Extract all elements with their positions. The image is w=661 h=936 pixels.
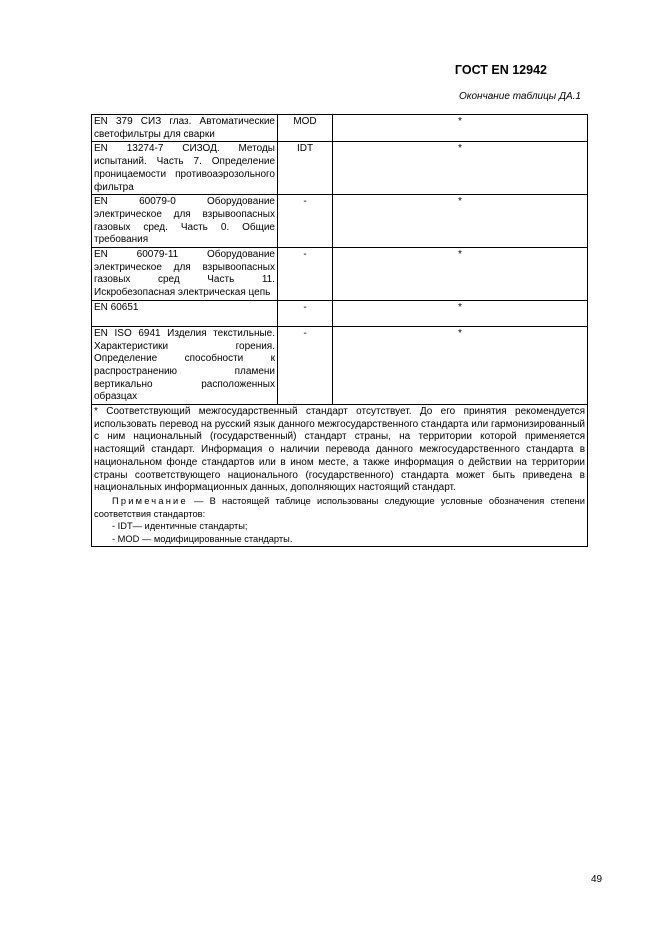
- note-list-item: - IDT— идентичные стандарты;: [112, 521, 248, 532]
- table-row: [92, 248, 588, 301]
- reference-standard-cell: EN 13274-7 СИЗОД. Методы испытаний. Часть 7. Определение проницаемости противоаэрозольного фильтра: [92, 142, 278, 195]
- table-footnote-row: [92, 405, 588, 547]
- table-continuation-title: Окончание таблицы ДА.1: [459, 91, 581, 102]
- reference-standard-cell: EN 379 СИЗ глаз. Автоматические светофильтры для сварки: [92, 115, 278, 142]
- note-list-item: - MOD — модифицированные стандарты.: [112, 534, 293, 545]
- national-standard-cell: *: [333, 195, 588, 248]
- footnote-text: * Соответствующий межгосударственный стандарт отсутствует. До его принятия рекомендуется использовать перевод на русский язык данного межгосударственного стандарта или гармонизированный с ним национальный (государственный) стандарт страны, на территории которой применяется настоящий стандарт. Информация о наличии перевода данного межгосударственного стандарта в национальном фонде стандартов или в ином месте, а также информация о действии на территории страны соответствующего национального (государственного) стандарта может быть приведена в национальных информационных данных, дополняющих настоящий стандарт.: [94, 406, 585, 494]
- table-footnote-cell: [92, 405, 588, 547]
- reference-standard-cell: EN 60079-11 Оборудование электрическое для взрывоопасных газовых сред Часть 11. Искробезопасная электрическая цепь: [92, 248, 278, 301]
- table-note: [94, 495, 585, 520]
- national-standard-cell: *: [333, 142, 588, 195]
- standards-table: [91, 114, 588, 547]
- national-standard-cell: *: [333, 115, 588, 142]
- conformity-degree-cell: -: [278, 300, 333, 326]
- document-code: ГОСТ EN 12942: [454, 63, 547, 77]
- table-row: [92, 142, 588, 195]
- conformity-degree-cell: -: [278, 326, 333, 404]
- national-standard-cell: *: [333, 326, 588, 404]
- conformity-degree-cell: -: [278, 248, 333, 301]
- note-text: — В настоящей таблице использованы следующие условные обозначения степени соответствия стандартов:: [94, 495, 585, 519]
- reference-standard-cell: EN ISO 6941 Изделия текстильные. Характеристики горения. Определение способности к распространению пламени вертикально расположенных образцах: [92, 326, 278, 404]
- table-row: [92, 326, 588, 404]
- national-standard-cell: *: [333, 300, 588, 326]
- page-number: 49: [591, 874, 603, 885]
- note-label: Примечание: [112, 495, 188, 506]
- reference-standard-cell: EN 60079-0 Оборудование электрическое для взрывоопасных газовых сред. Часть 0. Общие требования: [92, 195, 278, 248]
- conformity-degree-cell: MOD: [278, 115, 333, 142]
- national-standard-cell: *: [333, 248, 588, 301]
- conformity-degree-cell: IDT: [278, 142, 333, 195]
- table-row: [92, 195, 588, 248]
- conformity-degree-cell: -: [278, 195, 333, 248]
- table-row: [92, 115, 588, 142]
- table-row: [92, 300, 588, 326]
- reference-standard-cell: EN 60651: [92, 300, 278, 326]
